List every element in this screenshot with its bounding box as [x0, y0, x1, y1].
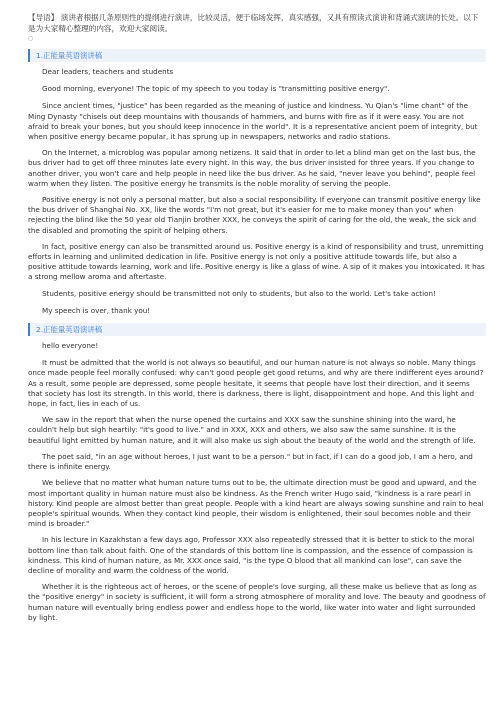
paragraph: Whether it is the righteous act of heroes, or the scene of people's love surging, all these make us believe that as long as the "positive energy" in society is sufficient, it will form a strong atmosphere of morality and love. The beauty and goodness of human nature will eventually bring endless power and endless hope to the world, like water into water and light surrounded by light. [28, 582, 486, 622]
paragraph: hello everyone! [42, 341, 99, 351]
document [28, 12, 486, 629]
paragraph: In fact, positive energy can also be transmitted around us. Positive energy is a kind of responsibility and trust, unremitting efforts in learning and unlimited dedication in life. Positive energy is not only a positive attitude towards life, but also a positive attitude towards learning, work and life. Positive energy is like a glass of wine. A sip of it makes you intoxicated. It has a strong mellow aroma and aftertaste. [28, 241, 485, 282]
paragraph: It must be admitted that the world is not always so beautiful, and our human nature is not always so noble. Many things once made people feel morally confused: why can't good people get good returns, and why are there indifferent eyes around? As a result, some people are depressed, some people hesitate, it seems that people have lost their direction, and it seems that society has lost its strength. In this world, there is darkness, there is light, disappointment and hope. And this light and hope, in fact, lies in each of us. [28, 358, 484, 409]
section-heading-text: 1.正能量英语演讲稿 [36, 51, 103, 60]
paragraph: My speech is over, thank you! [42, 305, 151, 315]
section-heading-text: 2.正能量英语演讲稿 [36, 325, 103, 335]
paragraph: We saw in the report that when the nurse opened the curtains and XXX saw the sunshine shining into the ward, he couldn't help but sigh heartily: "it's good to live." and in XXX, XXX and others, we also saw the same sunshine. It is the beautiful light emitted by human nature, and it will also make us sigh about the beauty of the world and the strength of life. [28, 415, 476, 445]
paragraph: In his lecture in Kazakhstan a few days ago, Professor XXX also repeatedly stressed that it is better to stick to the moral bottom line than talk about faith. One of the standards of this bottom line is compassion, and the essence of compassion is kindness. This kind of human nature, as Mr. XXX once said, "is the type O blood that all mankind can lose", can save the decline of morality and warm the coldness of the world. [28, 535, 475, 575]
section-heading-2 [28, 323, 486, 336]
bullet-marker: ○ [28, 35, 34, 42]
paragraph: Students, positive energy should be transmitted not only to students, but also to the world. Let's take action! [42, 288, 436, 298]
section-heading-1 [28, 49, 486, 62]
intro-text: 【导语】 演讲者根据几条原则性的提纲进行演讲，比较灵活，便于临场发挥，真实感强，又具有照读式演讲和背诵式演讲的长处。以下是为大家精心整理的内容，欢迎大家阅读。 [28, 13, 479, 33]
paragraph: Since ancient times, "justice" has been regarded as the meaning of justice and kindness. Yu Qian's "lime chant" of the Ming Dynasty "chisels out deep mountains with thousands of hammers, and burns with fire as if it were easy. You are not afraid to break your bones, but you should keep innocence in the world". It is a representative ancient poem of integrity, but when positive energy became popular, it has sprung up in newspapers, networks and radio stations. [28, 101, 478, 142]
paragraph: Dear leaders, teachers and students [42, 67, 174, 76]
paragraph: Good morning, everyone! The topic of my speech to you today is "transmitting positive energy". [42, 84, 390, 94]
paragraph: The poet said, "in an age without heroes, I just want to be a person." but in fact, if I can do a good job, I am a hero, and there is infinite energy. [28, 451, 473, 472]
paragraph: We believe that no matter what human nature turns out to be, the ultimate direction must be good and upward, and the most important quality in human nature must also be kindness. As the French writer Hugo said, "kindness is a rare pearl in history. Kind people are almost better than great people. People with a kind heart are always sowing sunshine and rain to heal people's spiritual wounds. When they contact kind people, their wisdom is enlightened, their soul becomes noble and their mind is broader." [28, 478, 484, 529]
paragraph: Positive energy is not only a personal matter, but also a social responsibility. If everyone can transmit positive energy like the bus driver of Shanghai No. XX, like the words "I'm not great, but it's easier for me to make money than you" when rejecting the blind like the 50 year old Tianjin brother XXX, he conveys the spirit of caring for the old, the weak, the sick and the disabled and promoting the spirit of helping others. [28, 195, 481, 235]
paragraph: On the Internet, a microblog was popular among netizens. It said that in order to let a blind man get on the last bus, the bus driver had to get off three minutes late every night. In this way, the bus driver insisted for three years. If you change to another driver, you won't care and help people in need like the bus driver. As he said, "never leave you behind", people feel warm when they listen. The positive energy he transmits is the noble morality of serving the people. [28, 148, 476, 188]
